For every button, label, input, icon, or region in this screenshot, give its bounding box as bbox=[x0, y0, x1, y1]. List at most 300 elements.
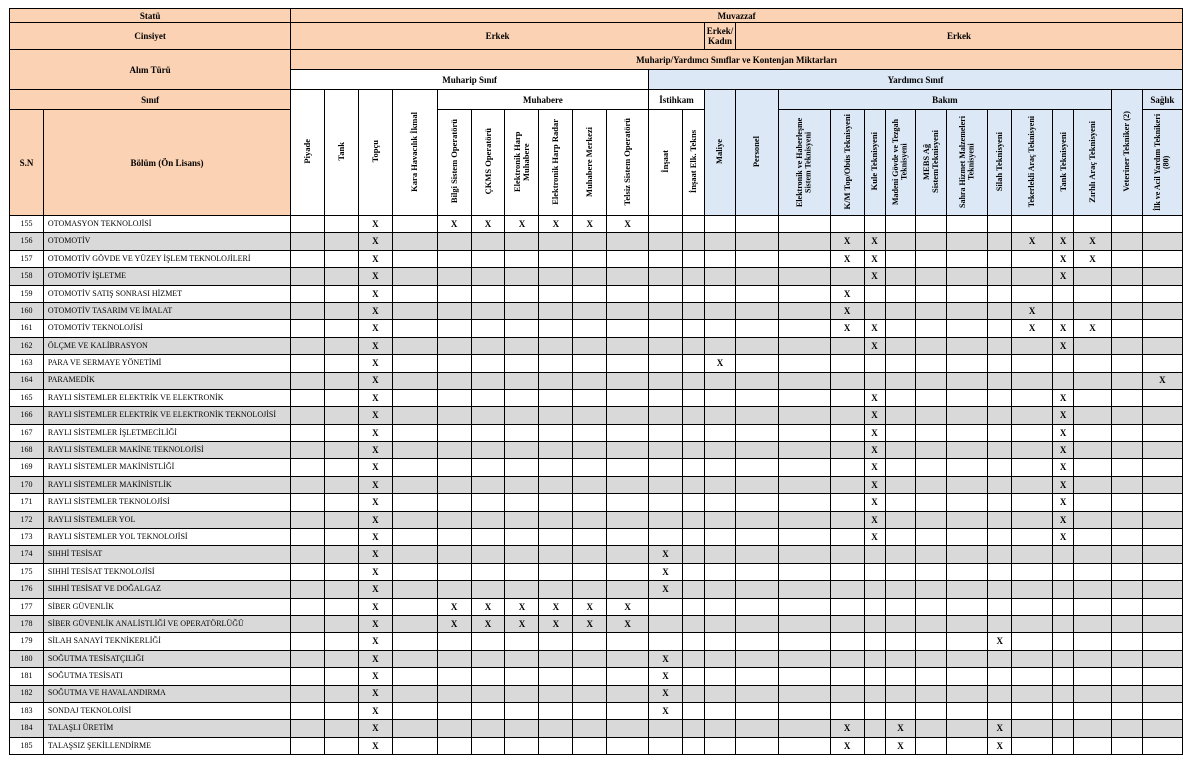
row-mark-cell bbox=[1111, 407, 1142, 424]
row-mark-cell: X bbox=[864, 407, 885, 424]
col-header bbox=[291, 90, 325, 216]
row-mark-cell bbox=[683, 285, 705, 302]
row-mark-cell bbox=[916, 650, 947, 667]
row-mark-cell bbox=[830, 372, 864, 389]
row-mark-cell: X bbox=[1053, 476, 1074, 493]
row-mark-cell bbox=[539, 372, 573, 389]
row-mark-cell: X bbox=[573, 216, 607, 233]
row-mark-cell: X bbox=[358, 424, 392, 441]
row-mark-cell bbox=[988, 546, 1012, 563]
row-mark-cell: X bbox=[358, 372, 392, 389]
row-mark-cell bbox=[778, 389, 830, 406]
row-mark-cell bbox=[392, 511, 437, 528]
row-mark-cell bbox=[539, 459, 573, 476]
row-mark-cell bbox=[539, 250, 573, 267]
row-mark-cell bbox=[1074, 285, 1112, 302]
row-mark-cell bbox=[778, 302, 830, 319]
row-mark-cell bbox=[864, 737, 885, 754]
row-mark-cell bbox=[830, 494, 864, 511]
row-mark-cell bbox=[392, 268, 437, 285]
row-mark-cell: X bbox=[358, 285, 392, 302]
row-mark-cell bbox=[437, 285, 471, 302]
row-mark-cell bbox=[916, 685, 947, 702]
row-mark-cell bbox=[864, 598, 885, 615]
row-mark-cell bbox=[988, 320, 1012, 337]
row-mark-cell bbox=[392, 285, 437, 302]
row-mark-cell: X bbox=[358, 581, 392, 598]
istihkam-group: İstihkam bbox=[649, 90, 705, 110]
row-mark-cell bbox=[735, 650, 778, 667]
row-mark-cell bbox=[291, 233, 325, 250]
row-mark-cell bbox=[704, 389, 735, 406]
col-header-label: Tekerlekli Araç Teknisyeni bbox=[1026, 115, 1036, 208]
row-mark-cell bbox=[778, 668, 830, 685]
row-mark-cell: X bbox=[988, 737, 1012, 754]
row-sn: 181 bbox=[10, 668, 44, 685]
row-mark-cell bbox=[916, 546, 947, 563]
row-mark-cell bbox=[704, 216, 735, 233]
row-mark-cell bbox=[947, 581, 988, 598]
row-mark-cell bbox=[649, 424, 683, 441]
row-mark-cell bbox=[573, 250, 607, 267]
table-row bbox=[10, 737, 1183, 754]
row-mark-cell bbox=[392, 633, 437, 650]
row-mark-cell bbox=[471, 337, 505, 354]
row-mark-cell bbox=[607, 529, 649, 546]
row-mark-cell bbox=[1053, 285, 1074, 302]
row-mark-cell: X bbox=[1053, 233, 1074, 250]
row-mark-cell bbox=[539, 702, 573, 719]
row-mark-cell bbox=[607, 442, 649, 459]
row-mark-cell bbox=[1053, 372, 1074, 389]
row-mark-cell bbox=[1012, 563, 1053, 580]
row-mark-cell bbox=[1012, 702, 1053, 719]
col-header-label: Elektronik Harp Muhabere bbox=[511, 131, 531, 192]
row-mark-cell bbox=[1142, 407, 1182, 424]
cinsiyet-erkek-2: Erkek bbox=[735, 23, 1182, 50]
row-mark-cell bbox=[885, 529, 916, 546]
table-row bbox=[10, 563, 1183, 580]
row-mark-cell bbox=[885, 459, 916, 476]
row-mark-cell bbox=[392, 337, 437, 354]
row-mark-cell bbox=[607, 389, 649, 406]
row-mark-cell bbox=[735, 633, 778, 650]
col-header bbox=[573, 110, 607, 216]
row-mark-cell bbox=[291, 685, 325, 702]
row-mark-cell bbox=[778, 511, 830, 528]
row-mark-cell bbox=[649, 633, 683, 650]
row-mark-cell bbox=[916, 615, 947, 632]
row-mark-cell bbox=[505, 320, 539, 337]
row-mark-cell bbox=[1074, 442, 1112, 459]
row-mark-cell: X bbox=[649, 563, 683, 580]
row-mark-cell bbox=[1142, 424, 1182, 441]
row-mark-cell bbox=[988, 615, 1012, 632]
row-mark-cell bbox=[437, 737, 471, 754]
row-mark-cell bbox=[539, 668, 573, 685]
row-mark-cell: X bbox=[864, 442, 885, 459]
row-mark-cell bbox=[471, 476, 505, 493]
row-mark-cell bbox=[539, 320, 573, 337]
row-bolum: RAYLI SİSTEMLER ELEKTRİK VE ELEKTRONİK TEKNOLOJİSİ bbox=[43, 407, 290, 424]
row-mark-cell bbox=[885, 685, 916, 702]
row-mark-cell bbox=[291, 424, 325, 441]
col-header bbox=[649, 110, 683, 216]
row-mark-cell: X bbox=[358, 546, 392, 563]
row-mark-cell bbox=[683, 442, 705, 459]
row-mark-cell bbox=[649, 355, 683, 372]
sn-header: S.N bbox=[10, 110, 44, 216]
row-mark-cell bbox=[778, 720, 830, 737]
row-mark-cell bbox=[325, 372, 359, 389]
row-mark-cell bbox=[1074, 494, 1112, 511]
row-mark-cell bbox=[864, 581, 885, 598]
row-mark-cell bbox=[704, 546, 735, 563]
row-mark-cell bbox=[916, 302, 947, 319]
row-mark-cell bbox=[649, 233, 683, 250]
row-mark-cell bbox=[437, 459, 471, 476]
row-mark-cell bbox=[539, 442, 573, 459]
row-mark-cell bbox=[1012, 355, 1053, 372]
row-mark-cell bbox=[505, 650, 539, 667]
cinsiyet-erkek-kadin: Erkek/ Kadın bbox=[704, 23, 735, 50]
row-sn: 170 bbox=[10, 476, 44, 493]
row-mark-cell bbox=[325, 546, 359, 563]
row-mark-cell bbox=[607, 355, 649, 372]
row-mark-cell bbox=[607, 285, 649, 302]
row-mark-cell bbox=[505, 476, 539, 493]
row-mark-cell bbox=[683, 668, 705, 685]
row-mark-cell: X bbox=[358, 389, 392, 406]
col-header-label: Maliye bbox=[714, 138, 725, 165]
row-mark-cell bbox=[778, 407, 830, 424]
row-mark-cell bbox=[735, 598, 778, 615]
row-mark-cell bbox=[505, 563, 539, 580]
row-mark-cell bbox=[830, 476, 864, 493]
row-mark-cell bbox=[437, 355, 471, 372]
row-mark-cell bbox=[1074, 633, 1112, 650]
row-mark-cell bbox=[864, 720, 885, 737]
row-mark-cell bbox=[683, 511, 705, 528]
row-mark-cell bbox=[885, 233, 916, 250]
row-mark-cell: X bbox=[358, 650, 392, 667]
row-mark-cell bbox=[471, 581, 505, 598]
col-header bbox=[358, 90, 392, 216]
row-mark-cell bbox=[778, 233, 830, 250]
row-mark-cell: X bbox=[1053, 511, 1074, 528]
row-mark-cell: X bbox=[539, 598, 573, 615]
row-mark-cell: X bbox=[358, 459, 392, 476]
row-mark-cell: X bbox=[505, 598, 539, 615]
row-mark-cell bbox=[947, 302, 988, 319]
row-mark-cell bbox=[947, 216, 988, 233]
table-row bbox=[10, 250, 1183, 267]
row-mark-cell bbox=[437, 233, 471, 250]
row-mark-cell bbox=[573, 389, 607, 406]
row-mark-cell bbox=[291, 355, 325, 372]
row-mark-cell bbox=[735, 216, 778, 233]
row-mark-cell bbox=[392, 389, 437, 406]
row-mark-cell bbox=[471, 633, 505, 650]
row-mark-cell bbox=[505, 407, 539, 424]
row-mark-cell: X bbox=[539, 615, 573, 632]
row-mark-cell bbox=[392, 546, 437, 563]
row-mark-cell bbox=[1142, 268, 1182, 285]
row-bolum: SONDAJ TEKNOLOJİSİ bbox=[43, 702, 290, 719]
row-mark-cell bbox=[505, 285, 539, 302]
col-header-label: Telsiz Sistem Operatörü bbox=[622, 117, 633, 206]
row-mark-cell bbox=[988, 668, 1012, 685]
row-sn: 163 bbox=[10, 355, 44, 372]
col-header-label: Sahra Hizmet Malzemeleri Teknisyeni bbox=[957, 115, 976, 208]
row-mark-cell bbox=[1074, 407, 1112, 424]
row-bolum: PARA VE SERMAYE YÖNETİMİ bbox=[43, 355, 290, 372]
row-mark-cell bbox=[683, 250, 705, 267]
row-mark-cell bbox=[573, 268, 607, 285]
row-mark-cell bbox=[947, 424, 988, 441]
row-mark-cell bbox=[885, 633, 916, 650]
row-mark-cell: X bbox=[988, 633, 1012, 650]
row-mark-cell bbox=[649, 598, 683, 615]
row-mark-cell bbox=[683, 355, 705, 372]
row-mark-cell bbox=[573, 737, 607, 754]
row-mark-cell bbox=[778, 685, 830, 702]
row-sn: 165 bbox=[10, 389, 44, 406]
row-mark-cell bbox=[505, 442, 539, 459]
row-mark-cell: X bbox=[1074, 233, 1112, 250]
row-mark-cell bbox=[1012, 529, 1053, 546]
row-sn: 169 bbox=[10, 459, 44, 476]
row-mark-cell bbox=[885, 389, 916, 406]
row-mark-cell bbox=[392, 737, 437, 754]
row-mark-cell bbox=[864, 302, 885, 319]
row-mark-cell bbox=[1012, 424, 1053, 441]
row-mark-cell bbox=[988, 424, 1012, 441]
col-header bbox=[947, 110, 988, 216]
row-mark-cell bbox=[1111, 668, 1142, 685]
row-mark-cell bbox=[683, 720, 705, 737]
row-mark-cell bbox=[988, 216, 1012, 233]
col-header bbox=[1111, 90, 1142, 216]
row-mark-cell: X bbox=[1053, 529, 1074, 546]
row-mark-cell bbox=[864, 563, 885, 580]
row-mark-cell bbox=[291, 302, 325, 319]
row-mark-cell bbox=[649, 494, 683, 511]
row-mark-cell bbox=[539, 720, 573, 737]
row-mark-cell bbox=[392, 668, 437, 685]
row-mark-cell: X bbox=[830, 302, 864, 319]
row-mark-cell bbox=[325, 494, 359, 511]
row-mark-cell: X bbox=[649, 650, 683, 667]
row-mark-cell bbox=[539, 633, 573, 650]
row-mark-cell bbox=[1012, 459, 1053, 476]
col-header bbox=[607, 110, 649, 216]
row-mark-cell bbox=[471, 511, 505, 528]
row-mark-cell bbox=[437, 337, 471, 354]
row-mark-cell bbox=[916, 511, 947, 528]
row-mark-cell bbox=[471, 737, 505, 754]
row-mark-cell bbox=[916, 563, 947, 580]
row-mark-cell bbox=[392, 407, 437, 424]
row-mark-cell bbox=[916, 372, 947, 389]
row-mark-cell bbox=[1053, 216, 1074, 233]
row-mark-cell bbox=[325, 511, 359, 528]
row-mark-cell: X bbox=[358, 737, 392, 754]
row-mark-cell bbox=[573, 442, 607, 459]
row-mark-cell bbox=[1012, 650, 1053, 667]
col-header-label: İlk ve Acil Yardım Teknikeri (80) bbox=[1152, 112, 1171, 211]
row-mark-cell bbox=[325, 442, 359, 459]
row-mark-cell bbox=[947, 494, 988, 511]
row-mark-cell bbox=[539, 546, 573, 563]
row-mark-cell bbox=[916, 250, 947, 267]
row-mark-cell bbox=[885, 250, 916, 267]
row-mark-cell bbox=[1111, 302, 1142, 319]
row-mark-cell bbox=[830, 459, 864, 476]
table-row bbox=[10, 216, 1183, 233]
row-mark-cell bbox=[437, 511, 471, 528]
table-row bbox=[10, 598, 1183, 615]
col-header bbox=[1012, 110, 1053, 216]
row-mark-cell bbox=[1111, 598, 1142, 615]
row-mark-cell bbox=[573, 511, 607, 528]
table-row bbox=[10, 476, 1183, 493]
row-mark-cell bbox=[471, 563, 505, 580]
row-mark-cell: X bbox=[864, 233, 885, 250]
row-mark-cell: X bbox=[864, 389, 885, 406]
row-mark-cell bbox=[291, 581, 325, 598]
row-mark-cell bbox=[885, 355, 916, 372]
row-sn: 173 bbox=[10, 529, 44, 546]
row-mark-cell bbox=[916, 320, 947, 337]
row-mark-cell bbox=[539, 268, 573, 285]
row-mark-cell: X bbox=[649, 685, 683, 702]
row-mark-cell bbox=[437, 720, 471, 737]
row-mark-cell bbox=[291, 563, 325, 580]
row-mark-cell bbox=[291, 476, 325, 493]
row-bolum: SİLAH SANAYİ TEKNİKERLİĞİ bbox=[43, 633, 290, 650]
row-mark-cell: X bbox=[1012, 233, 1053, 250]
row-mark-cell bbox=[830, 546, 864, 563]
row-mark-cell bbox=[735, 615, 778, 632]
row-mark-cell bbox=[704, 320, 735, 337]
row-mark-cell bbox=[1012, 389, 1053, 406]
row-mark-cell bbox=[437, 250, 471, 267]
row-mark-cell bbox=[291, 720, 325, 737]
row-mark-cell bbox=[325, 633, 359, 650]
row-mark-cell bbox=[505, 737, 539, 754]
row-mark-cell: X bbox=[885, 737, 916, 754]
row-mark-cell bbox=[1142, 668, 1182, 685]
row-mark-cell bbox=[392, 233, 437, 250]
row-mark-cell bbox=[1053, 302, 1074, 319]
row-mark-cell: X bbox=[649, 702, 683, 719]
row-mark-cell bbox=[471, 233, 505, 250]
row-bolum: RAYLI SİSTEMLER ELEKTRİK VE ELEKTRONİK bbox=[43, 389, 290, 406]
row-mark-cell: X bbox=[1053, 459, 1074, 476]
row-mark-cell: X bbox=[471, 598, 505, 615]
row-mark-cell bbox=[1012, 407, 1053, 424]
table-row bbox=[10, 650, 1183, 667]
row-mark-cell bbox=[683, 598, 705, 615]
row-mark-cell bbox=[471, 250, 505, 267]
row-mark-cell bbox=[1111, 320, 1142, 337]
row-mark-cell bbox=[392, 372, 437, 389]
row-mark-cell: X bbox=[607, 615, 649, 632]
row-mark-cell bbox=[735, 407, 778, 424]
row-mark-cell bbox=[778, 285, 830, 302]
row-mark-cell bbox=[1074, 459, 1112, 476]
row-mark-cell bbox=[704, 581, 735, 598]
row-mark-cell bbox=[704, 302, 735, 319]
row-mark-cell bbox=[392, 355, 437, 372]
row-mark-cell bbox=[291, 737, 325, 754]
row-mark-cell bbox=[573, 546, 607, 563]
row-mark-cell bbox=[735, 355, 778, 372]
row-mark-cell bbox=[735, 233, 778, 250]
row-mark-cell bbox=[1111, 442, 1142, 459]
row-mark-cell: X bbox=[358, 598, 392, 615]
row-mark-cell: X bbox=[1053, 337, 1074, 354]
col-header bbox=[325, 90, 359, 216]
row-mark-cell bbox=[325, 702, 359, 719]
row-mark-cell bbox=[649, 285, 683, 302]
row-mark-cell bbox=[539, 581, 573, 598]
row-mark-cell bbox=[885, 511, 916, 528]
row-bolum: RAYLI SİSTEMLER MAKİNİSTLİĞİ bbox=[43, 459, 290, 476]
table-row bbox=[10, 581, 1183, 598]
row-mark-cell bbox=[1111, 216, 1142, 233]
row-mark-cell bbox=[735, 581, 778, 598]
row-mark-cell: X bbox=[1012, 302, 1053, 319]
col-header bbox=[916, 110, 947, 216]
row-mark-cell bbox=[947, 685, 988, 702]
row-mark-cell bbox=[1074, 615, 1112, 632]
row-sn: 176 bbox=[10, 581, 44, 598]
row-mark-cell bbox=[916, 442, 947, 459]
row-mark-cell bbox=[573, 320, 607, 337]
row-bolum: SIHHİ TESİSAT bbox=[43, 546, 290, 563]
row-mark-cell bbox=[1142, 250, 1182, 267]
row-mark-cell bbox=[291, 598, 325, 615]
row-mark-cell bbox=[1053, 633, 1074, 650]
row-mark-cell bbox=[1142, 511, 1182, 528]
row-mark-cell bbox=[573, 302, 607, 319]
row-bolum: RAYLI SİSTEMLER MAKİNE TEKNOLOJİSİ bbox=[43, 442, 290, 459]
row-mark-cell: X bbox=[649, 546, 683, 563]
row-mark-cell bbox=[1142, 615, 1182, 632]
row-mark-cell bbox=[437, 476, 471, 493]
row-mark-cell bbox=[1012, 250, 1053, 267]
row-mark-cell bbox=[830, 598, 864, 615]
row-mark-cell bbox=[830, 424, 864, 441]
col-header-label: Elektronik ve Haberleşme Sistem Teknisyeni bbox=[794, 116, 813, 207]
row-mark-cell bbox=[947, 389, 988, 406]
row-mark-cell bbox=[735, 250, 778, 267]
row-bolum: RAYLI SİSTEMLER YOL TEKNOLOJİSİ bbox=[43, 529, 290, 546]
row-mark-cell bbox=[885, 407, 916, 424]
row-mark-cell bbox=[778, 529, 830, 546]
row-mark-cell bbox=[325, 424, 359, 441]
row-mark-cell bbox=[573, 372, 607, 389]
row-mark-cell bbox=[607, 633, 649, 650]
row-mark-cell bbox=[1012, 494, 1053, 511]
alim-turu-label: Alım Türü bbox=[10, 50, 291, 90]
row-mark-cell bbox=[778, 650, 830, 667]
row-mark-cell bbox=[683, 702, 705, 719]
row-mark-cell bbox=[830, 216, 864, 233]
row-mark-cell bbox=[916, 720, 947, 737]
